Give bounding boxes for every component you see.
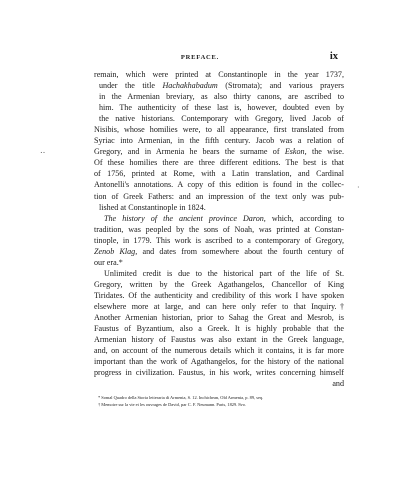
text-line: and, on account of the numerous details which it contains, it is far more bbox=[94, 346, 344, 356]
text-line: tion of Greek Fathers: and an impression of the text only was pub- bbox=[94, 191, 344, 201]
text-line: important than the work of Agathangelos, for the history of the national bbox=[94, 357, 344, 367]
text-line: elsewhere more at large, and can here only refer to that Inquiry.† bbox=[94, 301, 344, 311]
text-line bbox=[94, 213, 344, 224]
text-line: him. The authenticity of these last is, however, doubted even by bbox=[99, 103, 344, 113]
text-line: tinople, in 1779. This work is ascribed to a contemporary of Gregory, bbox=[94, 235, 344, 245]
text-line: of 1756, printed at Rome, with a Latin translation, and Cardinal bbox=[94, 169, 344, 179]
page-number: ix bbox=[329, 51, 338, 62]
text-segment: which, according to bbox=[265, 213, 344, 223]
text-line: Faustus of Byzantium, also a Greek. It is highly probable that the bbox=[94, 324, 344, 334]
catchword: and bbox=[332, 379, 344, 389]
text-line bbox=[94, 80, 344, 91]
text-line: Syriac into Armenian, in the fifth century. Jacob was a relation of bbox=[94, 136, 344, 146]
text-line: Unlimited credit is due to the historical part of the life of St. bbox=[104, 268, 344, 278]
text-line: in the Armenian breviary, as also thirty canons, are ascribed to bbox=[99, 92, 344, 102]
margin-mark: · bbox=[357, 183, 360, 192]
text-line: Tiridates. Of the authenticity and credibility of this work I have spoken bbox=[94, 290, 344, 300]
italic-name: Eskon, bbox=[284, 147, 307, 157]
text-line: tradition, was peopled by the sons of Noah, was printed at Constan- bbox=[94, 224, 344, 234]
text-line bbox=[94, 246, 344, 257]
footnote: * Somal Quadro della Storia letteraria di Armenia, S. 12. Inchichean, Old Armenia, p. 89, seq. bbox=[98, 395, 264, 401]
text-line: Of these homilies there are three different editions. The best is that bbox=[94, 158, 344, 168]
page-header bbox=[0, 51, 400, 66]
text-line: Gregory, written by the Greek Agathangelos, Chancellor of King bbox=[94, 279, 344, 289]
text-line: remain, which were printed at Constantinople in the year 1737, bbox=[94, 70, 344, 79]
text-line: Antonelli's annotations. A copy of this edition is found in the collec- bbox=[94, 180, 344, 190]
text-segment: the wise. bbox=[306, 147, 344, 157]
text-segment: (Stromata); and various prayers bbox=[217, 81, 344, 91]
margin-mark: ‥ bbox=[40, 146, 46, 155]
italic-name: Zenob Klag, bbox=[94, 246, 138, 256]
text-line: Another Armenian historian, prior to Sahag the Great and Mesrob, is bbox=[94, 313, 344, 323]
text-line bbox=[94, 146, 344, 157]
body-text bbox=[94, 69, 344, 409]
footnote: † Memoire sur la vie et les ouvrages de David, par C. F. Neumann. Paris, 1829. 8vo. bbox=[98, 401, 247, 407]
text-line: lished at Constantinople in 1824. bbox=[99, 202, 206, 212]
text-line: Nisibis, whose homilies were, to all appearance, first translated from bbox=[94, 125, 344, 135]
text-segment: Gregory, and in Armenia he bears the surname of bbox=[94, 147, 285, 157]
running-head: PREFACE. bbox=[180, 54, 220, 61]
text-line: our era.* bbox=[94, 257, 123, 267]
text-segment: under the title bbox=[99, 81, 163, 91]
italic-title: The history of the ancient province Daron, bbox=[104, 213, 266, 223]
text-segment: and dates from somewhere about the fourth century of bbox=[137, 246, 344, 256]
text-line: Armenian history of Faustus was also extant in the Greek language, bbox=[94, 335, 344, 345]
text-line: the native historians. Contemporary with Gregory, lived Jacob of bbox=[99, 114, 344, 124]
italic-title: Hachakhabadum bbox=[162, 81, 218, 91]
text-line: progress in civilization. Faustus, in his work, writes concerning himself bbox=[94, 368, 344, 378]
